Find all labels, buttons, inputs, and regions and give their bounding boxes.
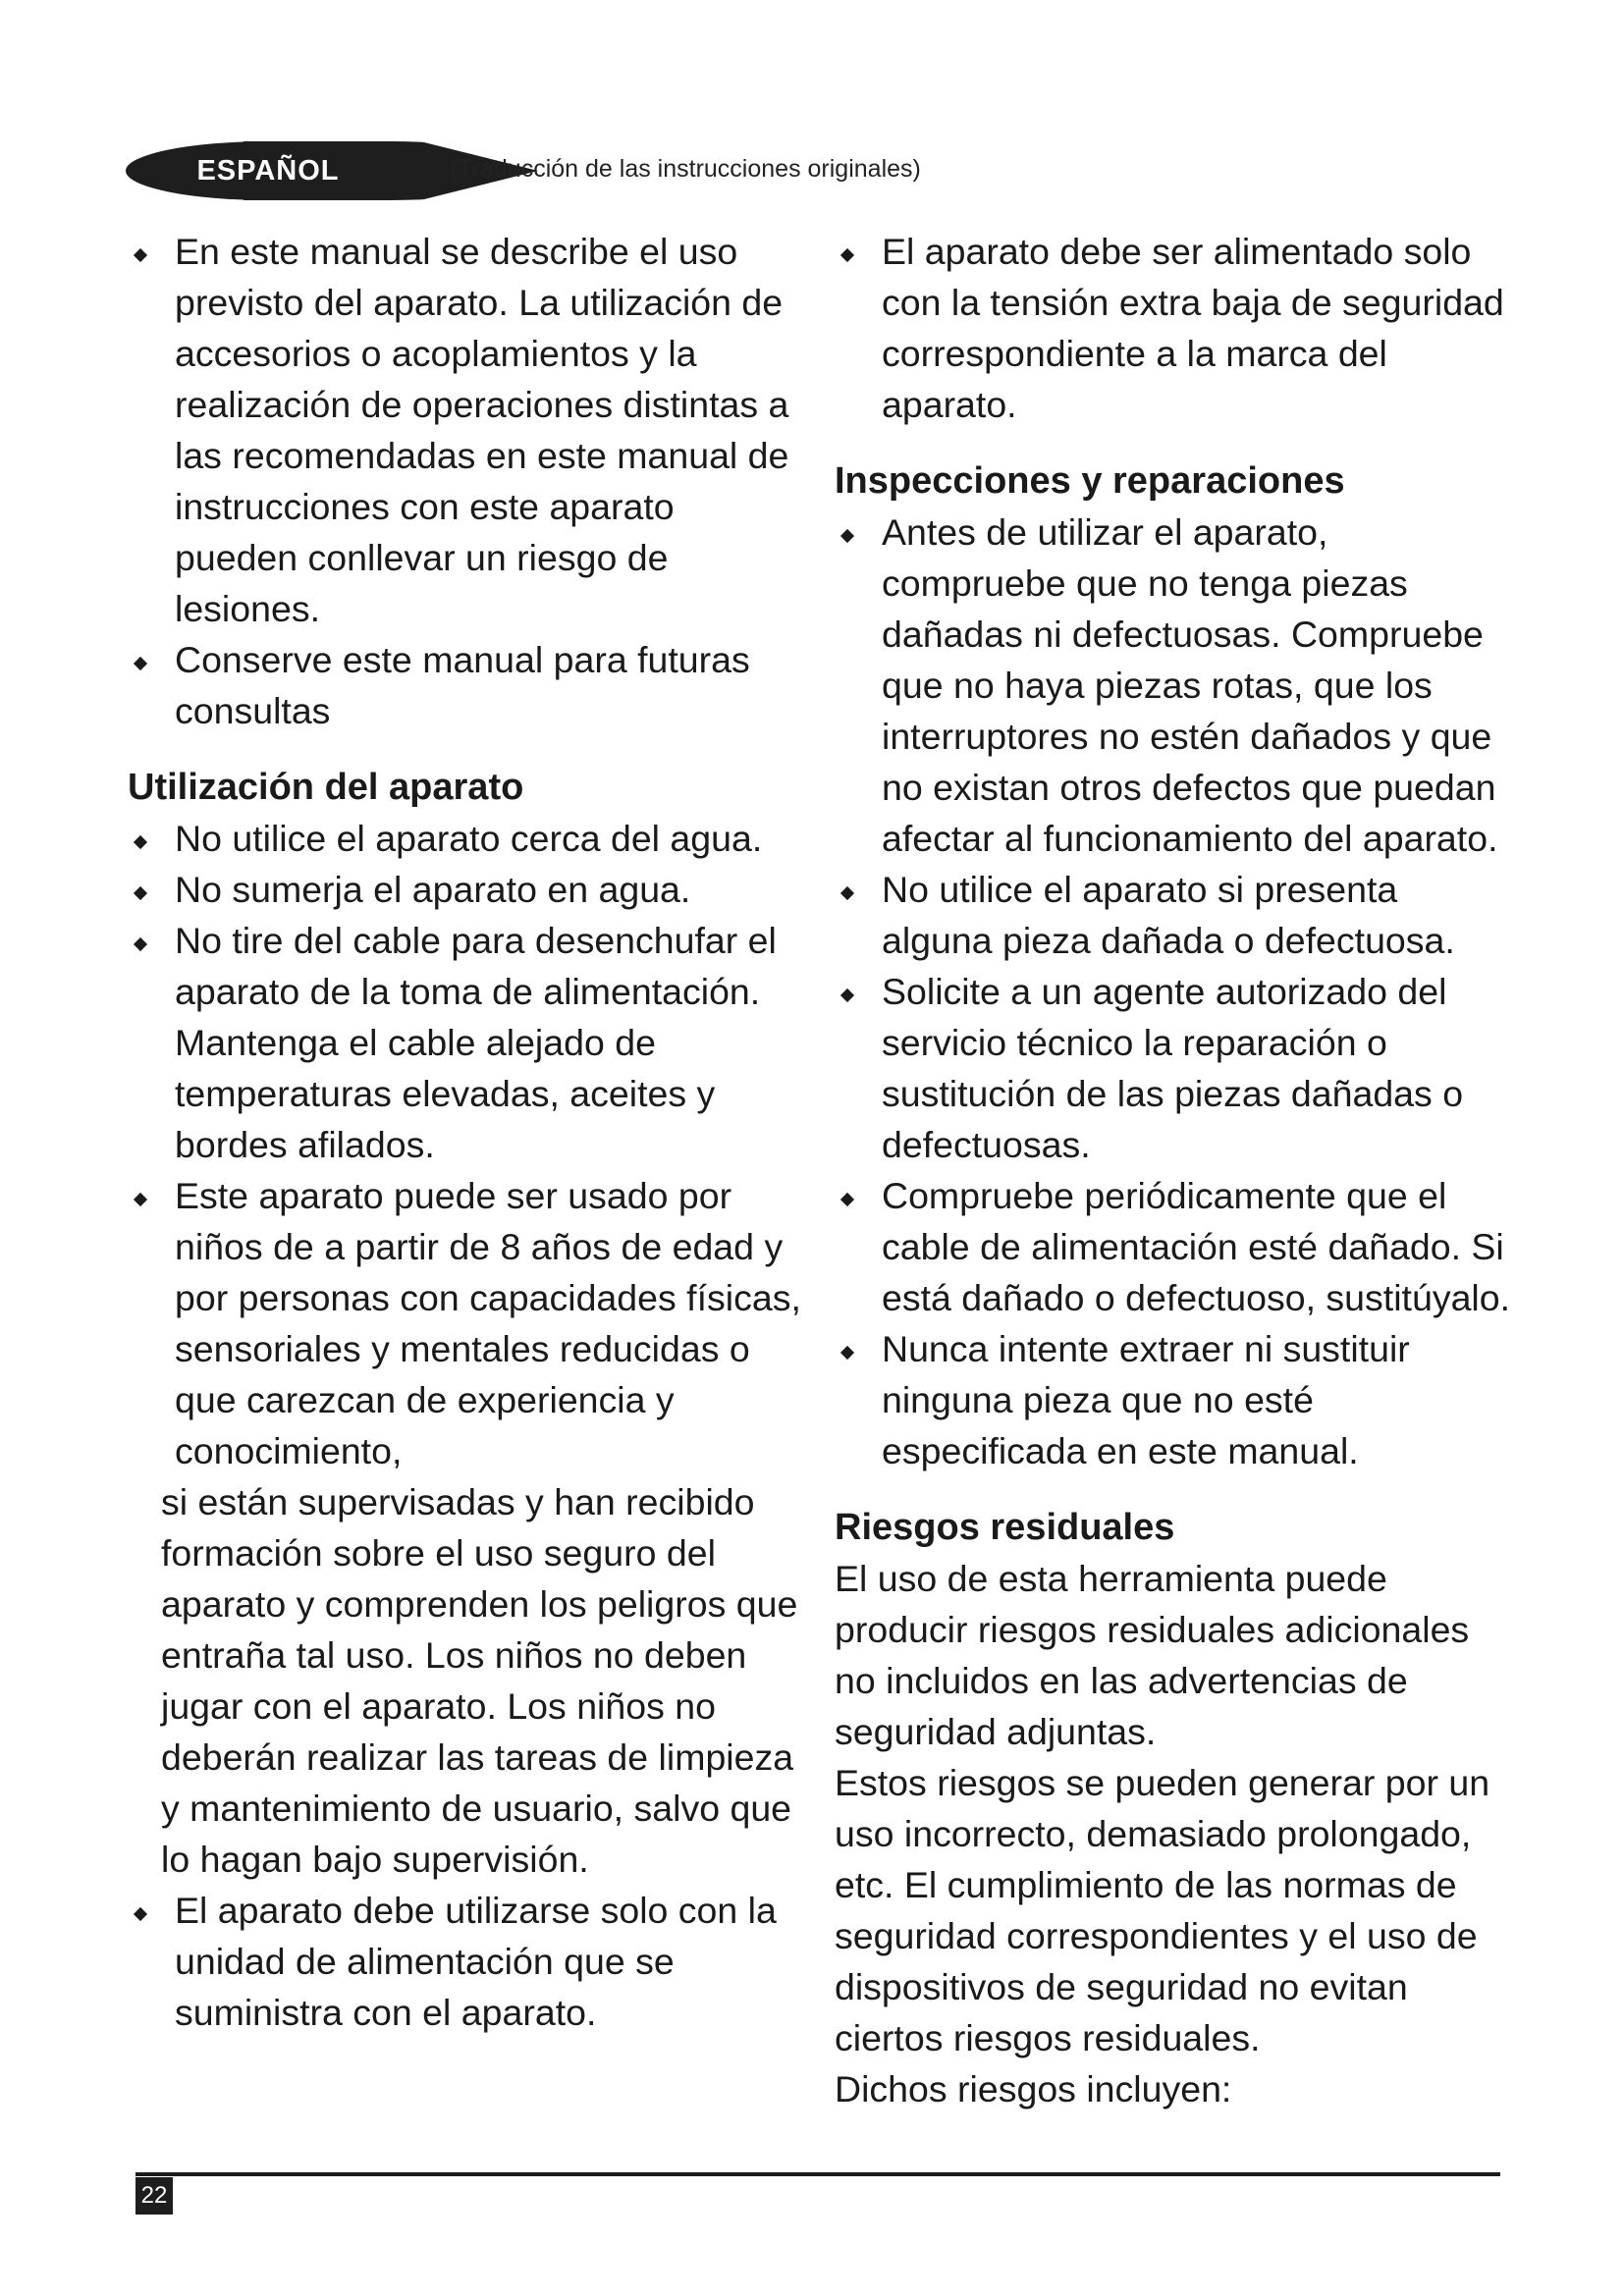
list-item [128, 864, 805, 915]
diamond-bullet-icon [840, 248, 854, 262]
list-item [128, 915, 805, 1170]
diamond-bullet-icon [134, 1907, 147, 1921]
bullet-text: Conserve este manual para futuras consultas [175, 639, 750, 731]
bullet-text: Nunca intente extraer ni sustituir ninguna pieza que no esté especificada en este manual. [882, 1328, 1410, 1471]
page-number: 22 [135, 2177, 173, 2215]
bullet-text: El aparato debe utilizarse solo con la unidad de alimentación que se suministra con el aparato. [175, 1890, 777, 2033]
list-item [128, 813, 805, 864]
diamond-bullet-icon [840, 988, 854, 1002]
diamond-bullet-icon [134, 835, 147, 849]
footer-rule [135, 2172, 1500, 2176]
bullet-text: Este aparato puede ser usado por niños de a partir de 8 años de edad y por personas con capacidades físicas, sensoriales y mentales reducidas o que carezcan de experiencia y conocimiento, [175, 1175, 801, 1471]
section-heading-use: Utilización del aparato [128, 767, 524, 808]
page-header [126, 141, 1500, 200]
bullet-text: En este manual se describe el uso previsto del aparato. La utilización de accesorios o acoplamientos y la realización de operaciones distintas a las recomendadas en este manual de instrucciones con este aparato pueden conllevar un riesgo de lesiones. [175, 231, 789, 629]
paragraph: Estos riesgos se pueden generar por un uso incorrecto, demasiado prolongado, etc. El cumplimiento de las normas de seguridad correspondientes y el uso de dispositivos de seguridad no evitan ciertos riesgos residuales. [835, 1762, 1490, 2058]
diamond-bullet-icon [840, 529, 854, 543]
list-item [835, 226, 1512, 430]
list-item [835, 864, 1512, 966]
diamond-bullet-icon [134, 657, 147, 670]
list-item [128, 1170, 805, 1476]
list-item [835, 966, 1512, 1170]
continuation-text: si están supervisadas y han recibido formación sobre el uso seguro del aparato y comprenden los peligros que entraña tal uso. Los niños no deben jugar con el aparato. Los niños no deberán realizar las tareas de limpieza y mantenimiento de usuario, salvo que lo hagan bajo supervisión. [161, 1481, 798, 1880]
list-item [128, 226, 805, 634]
list-item [835, 1323, 1512, 1476]
diamond-bullet-icon [134, 937, 147, 951]
diamond-bullet-icon [134, 1193, 147, 1206]
section-heading-inspections: Inspecciones y reparaciones [835, 460, 1345, 502]
left-column [128, 226, 805, 2038]
diamond-bullet-icon [134, 886, 147, 900]
diamond-bullet-icon [840, 886, 854, 900]
bullet-text: Solicite a un agente autorizado del servicio técnico la reparación o sustitución de las piezas dañadas o defectuosas. [882, 971, 1464, 1165]
list-item [835, 1170, 1512, 1323]
paragraph: El uso de esta herramienta puede producir riesgos residuales adicionales no incluidos en las advertencias de seguridad adjuntas. [835, 1558, 1470, 1752]
list-item [128, 1885, 805, 2038]
list-item [835, 507, 1512, 864]
diamond-bullet-icon [134, 248, 147, 262]
paragraph: Dichos riesgos incluyen: [835, 2068, 1232, 2109]
section-heading-risks: Riesgos residuales [835, 1507, 1175, 1548]
bullet-text: No tire del cable para desenchufar el aparato de la toma de alimentación. Mantenga el cable alejado de temperaturas elevadas, aceites y bordes afilados. [175, 920, 777, 1165]
bullet-text: No utilice el aparato si presenta alguna pieza dañada o defectuosa. [882, 869, 1455, 961]
diamond-bullet-icon [840, 1193, 854, 1206]
language-badge [126, 141, 410, 200]
bullet-text: No sumerja el aparato en agua. [175, 869, 691, 910]
bullet-text: El aparato debe ser alimentado solo con la tensión extra baja de seguridad correspondiente a la marca del aparato. [882, 231, 1504, 425]
diamond-bullet-icon [840, 1346, 854, 1360]
list-item [128, 634, 805, 736]
translation-note: (Traducción de las instrucciones originales) [450, 155, 921, 183]
language-label: ESPAÑOL [196, 154, 340, 187]
bullet-text: No utilice el aparato cerca del agua. [175, 818, 763, 859]
right-column [835, 226, 1512, 2114]
bullet-text: Compruebe periódicamente que el cable de alimentación esté dañado. Si está dañado o defectuoso, sustitúyalo. [882, 1175, 1511, 1318]
bullet-text: Antes de utilizar el aparato, compruebe que no tenga piezas dañadas ni defectuosas. Compruebe que no haya piezas rotas, que los interruptores no estén dañados y que no existan otros defectos que puedan afectar al funcionamiento del aparato. [882, 511, 1498, 859]
